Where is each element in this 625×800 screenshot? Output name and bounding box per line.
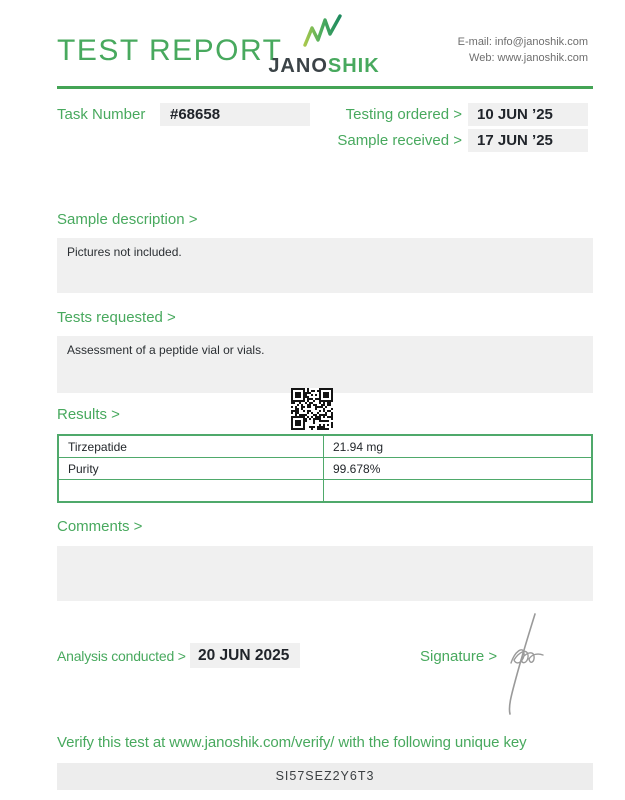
email-value: info@janoshik.com bbox=[494, 36, 588, 48]
contact-info bbox=[458, 34, 588, 66]
comments-box bbox=[57, 546, 593, 601]
testing-ordered-date: 10 JUN ’25 bbox=[468, 103, 588, 126]
analysis-conducted-label: Analysis conducted > bbox=[57, 648, 186, 664]
sample-received-date: 17 JUN ’25 bbox=[468, 129, 588, 152]
logo-text-secondary: SHIK bbox=[327, 55, 380, 77]
task-number-value: #68658 bbox=[160, 103, 310, 126]
signature-scribble bbox=[497, 610, 557, 718]
task-number-label: Task Number bbox=[57, 106, 146, 123]
sample-description-label: Sample description > bbox=[57, 211, 198, 228]
analysis-date-value: 20 JUN 2025 bbox=[190, 643, 300, 668]
tests-requested-label: Tests requested > bbox=[57, 309, 176, 326]
result-value: 99.678% bbox=[324, 458, 593, 480]
contact-web-line bbox=[458, 50, 588, 66]
header-divider bbox=[57, 86, 593, 89]
logo-chart-icon bbox=[258, 12, 390, 54]
comments-label: Comments > bbox=[57, 518, 143, 535]
signature-label: Signature > bbox=[420, 648, 498, 665]
web-label: Web: bbox=[469, 52, 495, 64]
web-value: www.janoshik.com bbox=[497, 52, 588, 64]
table-row bbox=[58, 458, 592, 480]
email-label: E-mail: bbox=[457, 36, 492, 48]
results-table bbox=[57, 434, 593, 503]
result-value: 21.94 mg bbox=[324, 435, 593, 458]
result-name: Purity bbox=[58, 458, 324, 480]
result-name bbox=[58, 480, 324, 503]
logo-wordmark bbox=[258, 55, 390, 78]
table-row bbox=[58, 435, 592, 458]
verify-instruction: Verify this test at www.janoshik.com/verify/ with the following unique key bbox=[57, 734, 527, 751]
result-value bbox=[324, 480, 593, 503]
sample-description-box: Pictures not included. bbox=[57, 238, 593, 293]
qr-code-icon bbox=[291, 388, 333, 430]
testing-ordered-label: Testing ordered > bbox=[345, 106, 462, 123]
sample-received-label: Sample received > bbox=[337, 132, 462, 149]
unique-key-value: SI57SEZ2Y6T3 bbox=[57, 763, 593, 790]
page-title: TEST REPORT bbox=[57, 34, 283, 67]
logo bbox=[258, 12, 390, 78]
contact-email-line bbox=[458, 34, 588, 50]
tests-requested-box: Assessment of a peptide vial or vials. bbox=[57, 336, 593, 393]
results-label: Results > bbox=[57, 406, 120, 423]
logo-text-primary: JANO bbox=[268, 55, 328, 77]
table-row bbox=[58, 480, 592, 503]
result-name: Tirzepatide bbox=[58, 435, 324, 458]
